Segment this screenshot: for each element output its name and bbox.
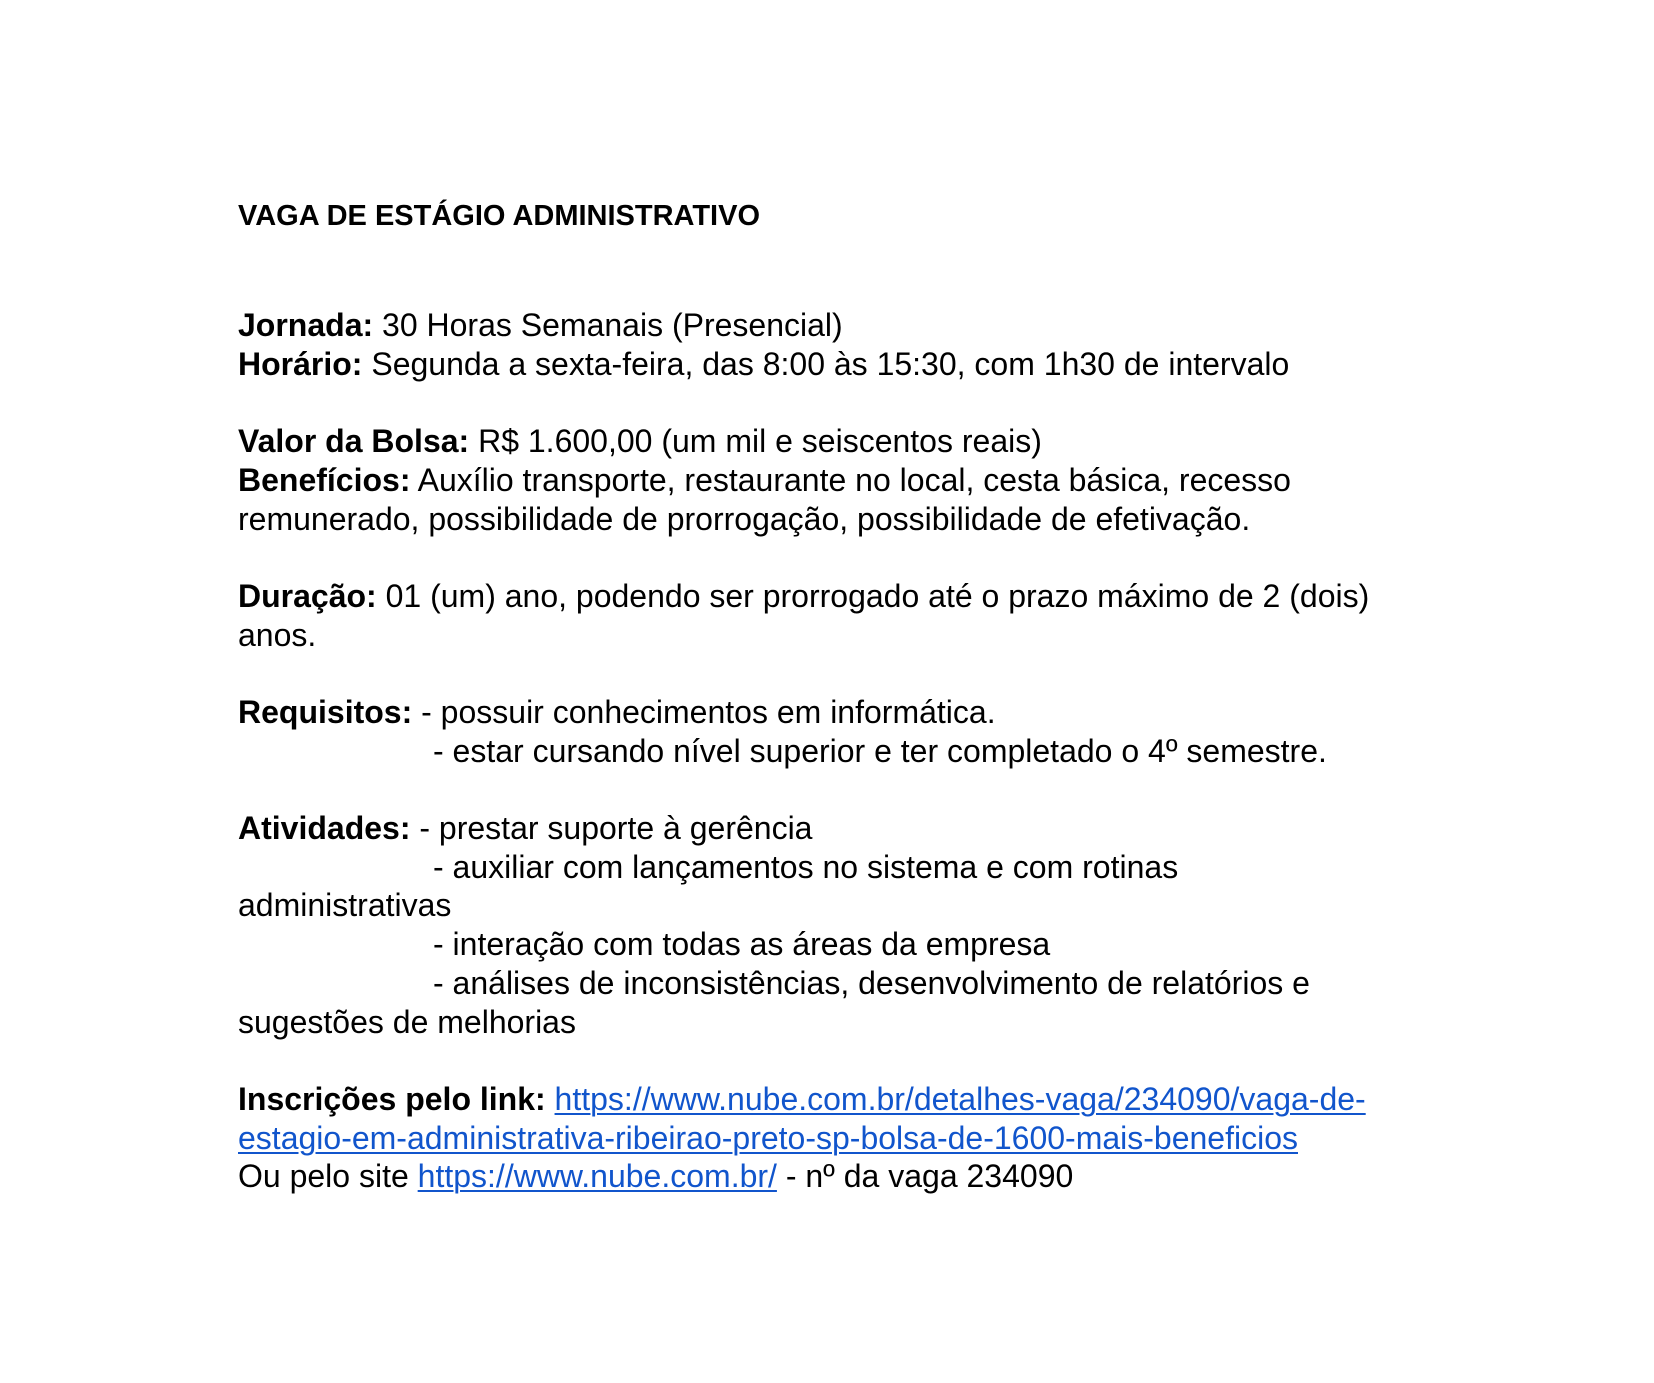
atividades-item-4-line-1: - análises de inconsistências, desenvolvimento de relatórios e xyxy=(433,964,1310,1001)
jornada-line xyxy=(238,306,1458,345)
duracao-line-2: anos. xyxy=(238,616,317,653)
atividades-item-1: - prestar suporte à gerência xyxy=(410,810,813,847)
atividades-line-1 xyxy=(238,809,1458,848)
inscricoes-line-2 xyxy=(238,1119,1458,1158)
beneficios-line-1 xyxy=(238,461,1458,500)
site-suffix: - nº da vaga 234090 xyxy=(776,1158,1074,1195)
site-link[interactable]: https://www.nube.com.br/ xyxy=(417,1158,777,1195)
spacer xyxy=(238,383,1458,422)
jornada-value: 30 Horas Semanais (Presencial) xyxy=(373,307,843,343)
page-title: VAGA DE ESTÁGIO ADMINISTRATIVO xyxy=(238,200,761,232)
bolsa-line xyxy=(238,422,1458,461)
duracao-label: Duração: xyxy=(238,577,377,614)
spacer xyxy=(238,1041,1458,1080)
atividades-item-2-line-2: administrativas xyxy=(238,887,452,924)
inscricao-link-part-2[interactable]: estagio-em-administrativa-ribeirao-preto-sp-bolsa-de-1600-mais-beneficios xyxy=(238,1119,1298,1156)
duracao-text-1: 01 (um) ano, podendo ser prorrogado até o prazo máximo de 2 (dois) xyxy=(376,577,1370,614)
atividades-label: Atividades: xyxy=(238,810,411,847)
beneficios-text-1: Auxílio transporte, restaurante no local, cesta básica, recesso xyxy=(410,461,1291,498)
duracao-line-1 xyxy=(238,577,1458,616)
requisitos-label: Requisitos: xyxy=(238,693,413,730)
beneficios-label: Benefícios: xyxy=(238,461,411,498)
site-prefix: Ou pelo site xyxy=(238,1158,418,1195)
horario-value: Segunda a sexta-feira, das 8:00 às 15:30, com 1h30 de intervalo xyxy=(362,345,1290,382)
spacer xyxy=(238,770,1458,809)
requisitos-item-2: - estar cursando nível superior e ter completado o 4º semestre. xyxy=(433,732,1327,769)
spacer xyxy=(238,654,1458,693)
bolsa-label: Valor da Bolsa: xyxy=(238,423,470,460)
requisitos-line-1 xyxy=(238,693,1458,732)
beneficios-line-2: remunerado, possibilidade de prorrogação, possibilidade de efetivação. xyxy=(238,500,1251,537)
spacer xyxy=(238,538,1458,577)
atividades-item-3: - interação com todas as áreas da empresa xyxy=(433,926,1051,963)
jornada-label: Jornada: xyxy=(238,307,374,343)
bolsa-value: R$ 1.600,00 (um mil e seiscentos reais) xyxy=(469,423,1042,460)
inscricoes-label: Inscrições pelo link: xyxy=(238,1080,546,1117)
atividades-item-2-line-1: - auxiliar com lançamentos no sistema e com rotinas xyxy=(433,848,1179,885)
atividades-item-4-line-2: sugestões de melhorias xyxy=(238,1003,576,1040)
horario-label: Horário: xyxy=(238,345,363,382)
requisitos-item-1: - possuir conhecimentos em informática. xyxy=(412,693,996,730)
site-line xyxy=(238,1157,1458,1196)
inscricao-link-part-1[interactable]: https://www.nube.com.br/detalhes-vaga/234090/vaga-de- xyxy=(554,1080,1366,1117)
job-details xyxy=(238,306,1458,1196)
horario-line xyxy=(238,345,1458,384)
inscricoes-line-1 xyxy=(238,1080,1458,1119)
